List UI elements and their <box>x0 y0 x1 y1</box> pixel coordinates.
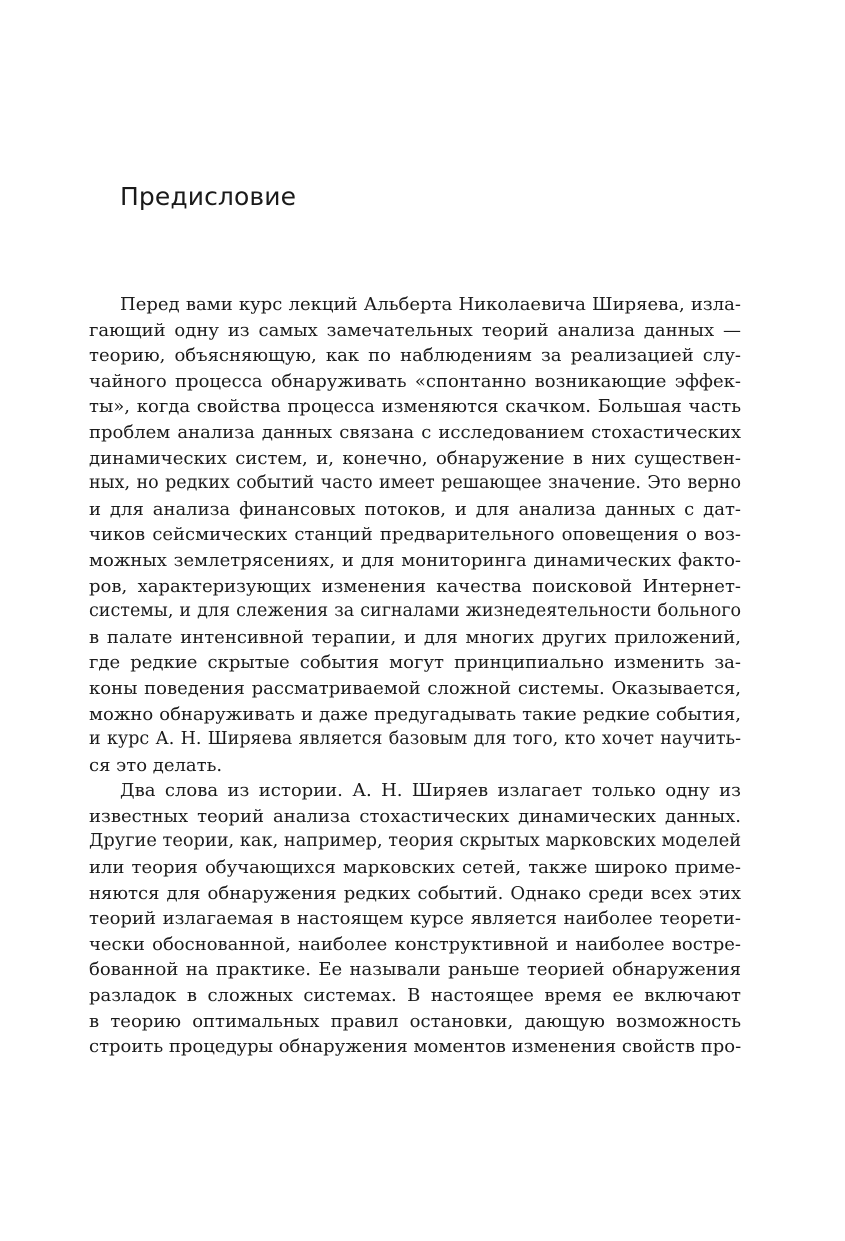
paragraph <box>89 292 741 778</box>
text-line: чиков сейсмических станций предварительного оповещения о воз- <box>89 524 741 546</box>
text-line: гающий одну из самых замечательных теорий анализа данных — <box>89 319 741 341</box>
text-line: строить процедуры обнаружения моментов изменения свойств про- <box>89 1036 741 1058</box>
text-line: няются для обнаружения редких событий. Однако среди всех этих <box>89 882 741 904</box>
text-line: в палате интенсивной терапии, и для многих других приложений, <box>89 626 741 648</box>
page-title: Предисловие <box>120 182 297 211</box>
text-line: чайного процесса обнаруживать «спонтанно возникающие эффек- <box>89 370 741 392</box>
text-line: ся это делать. <box>89 754 223 776</box>
body-text <box>89 292 741 1060</box>
text-line: и курс А. Н. Ширяева является базовым для того, кто хочет научить- <box>89 729 741 750</box>
text-line: чески обоснованной, наиболее конструктивной и наиболее востре- <box>89 933 741 955</box>
text-line: системы, и для слежения за сигналами жизнедеятельности больного <box>89 601 741 622</box>
text-line: теорий излагаемая в настоящем курсе является наиболее теорети- <box>89 908 741 930</box>
text-line: Два слова из истории. А. Н. Ширяев излагает только одну из <box>120 780 741 802</box>
text-line: динамических систем, и, конечно, обнаружение в них существен- <box>89 447 741 469</box>
text-line: Перед вами курс лекций Альберта Николаевича Ширяева, изла- <box>120 294 741 315</box>
text-line: проблем анализа данных связана с исследованием стохастических <box>89 421 741 443</box>
text-line: ров, характеризующих изменения качества поисковой Интернет- <box>89 575 741 597</box>
text-line: ты», когда свойства процесса изменяются скачком. Большая часть <box>89 396 741 418</box>
text-line: можно обнаруживать и даже предугадывать такие редкие события, <box>89 703 741 725</box>
text-line: коны поведения рассматриваемой сложной системы. Оказывается, <box>89 677 741 699</box>
text-line: Другие теории, как, например, теория скрытых марковских моделей <box>89 831 741 852</box>
text-line: теорию, объясняющую, как по наблюдениям за реализацией слу- <box>89 345 741 367</box>
text-line: разладок в сложных системах. В настоящее время ее включают <box>89 985 741 1007</box>
text-line: ных, но редких событий часто имеет решающее значение. Это верно <box>89 473 741 494</box>
text-line: в теорию оптимальных правил остановки, дающую возможность <box>89 1010 741 1032</box>
text-line: можных землетрясениях, и для мониторинга динамических факто- <box>89 549 741 571</box>
text-line: и для анализа финансовых потоков, и для анализа данных с дат- <box>89 498 741 520</box>
paragraph <box>89 778 741 1060</box>
text-line: или теория обучающихся марковских сетей, также широко приме- <box>89 857 741 879</box>
text-line: бованной на практике. Ее называли раньше теорией обнаружения <box>89 959 741 981</box>
text-line: известных теорий анализа стохастических динамических данных. <box>89 805 741 827</box>
text-line: где редкие скрытые события могут принципиально изменить за- <box>89 652 741 674</box>
